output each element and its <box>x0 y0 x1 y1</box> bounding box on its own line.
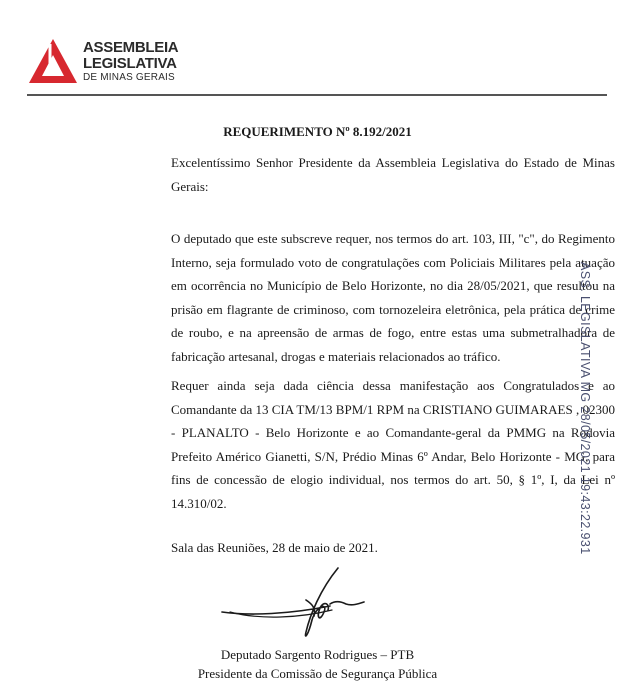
handwritten-signature <box>220 560 370 645</box>
logo-line-2: LEGISLATIVA <box>83 55 177 72</box>
logo-line-3: DE MINAS GERAIS <box>83 72 175 83</box>
signer-name: Deputado Sargento Rodrigues – PTB <box>220 647 415 662</box>
triangle-logo-icon <box>28 38 78 84</box>
logo-line-1: ASSEMBLEIA <box>83 39 179 56</box>
paragraph-1: O deputado que este subscreve requer, nos termos do art. 103, III, "c", do Regimento Interno, seja formulado voto de congratulações com Policiais Militares pela atuação em ocorrência no Município de Belo Horizonte, no dia 28/05/2021, que resultou na prisão em flagrante de criminoso, com tornozeleira eletrônica, pela prática de crime de roubo, e na apreensão de armas de fogo, entre estas uma submetralhadora de fabricação artesanal, drogas e materiais relacionados ao tráfico. <box>171 231 615 364</box>
header-divider <box>27 94 607 96</box>
signer-role: Presidente da Comissão de Segurança Pública <box>197 666 438 681</box>
paragraph-2: Requer ainda seja dada ciência dessa manifestação aos Congratulados e ao Comandante da 13 CIA TM/13 BPM/1 RPM na CRISTIANO GUIMARAES , 02300 - PLANALTO - Belo Horizonte e ao Comandante-geral da PMMG na Rodovia Prefeito Américo Gianetti, S/N, Prédio Minas 6º Andar, Belo Horizonte - MG, para fins de concessão de elogio individual, nos termos do art. 50, § 1º, I, da Lei nº 14.310/02. <box>171 378 615 511</box>
protocol-stamp: ASS. LEGISLATIVA MG 28/05/2021 19:43:22.931 <box>578 262 592 555</box>
assembly-logo <box>28 36 179 86</box>
logo-text <box>83 40 178 83</box>
closing-line: Sala das Reuniões, 28 de maio de 2021. <box>171 540 378 555</box>
salutation: Excelentíssimo Senhor Presidente da Assembleia Legislativa do Estado de Minas Gerais: <box>171 155 615 194</box>
document-title: REQUERIMENTO Nº 8.192/2021 <box>223 124 412 139</box>
